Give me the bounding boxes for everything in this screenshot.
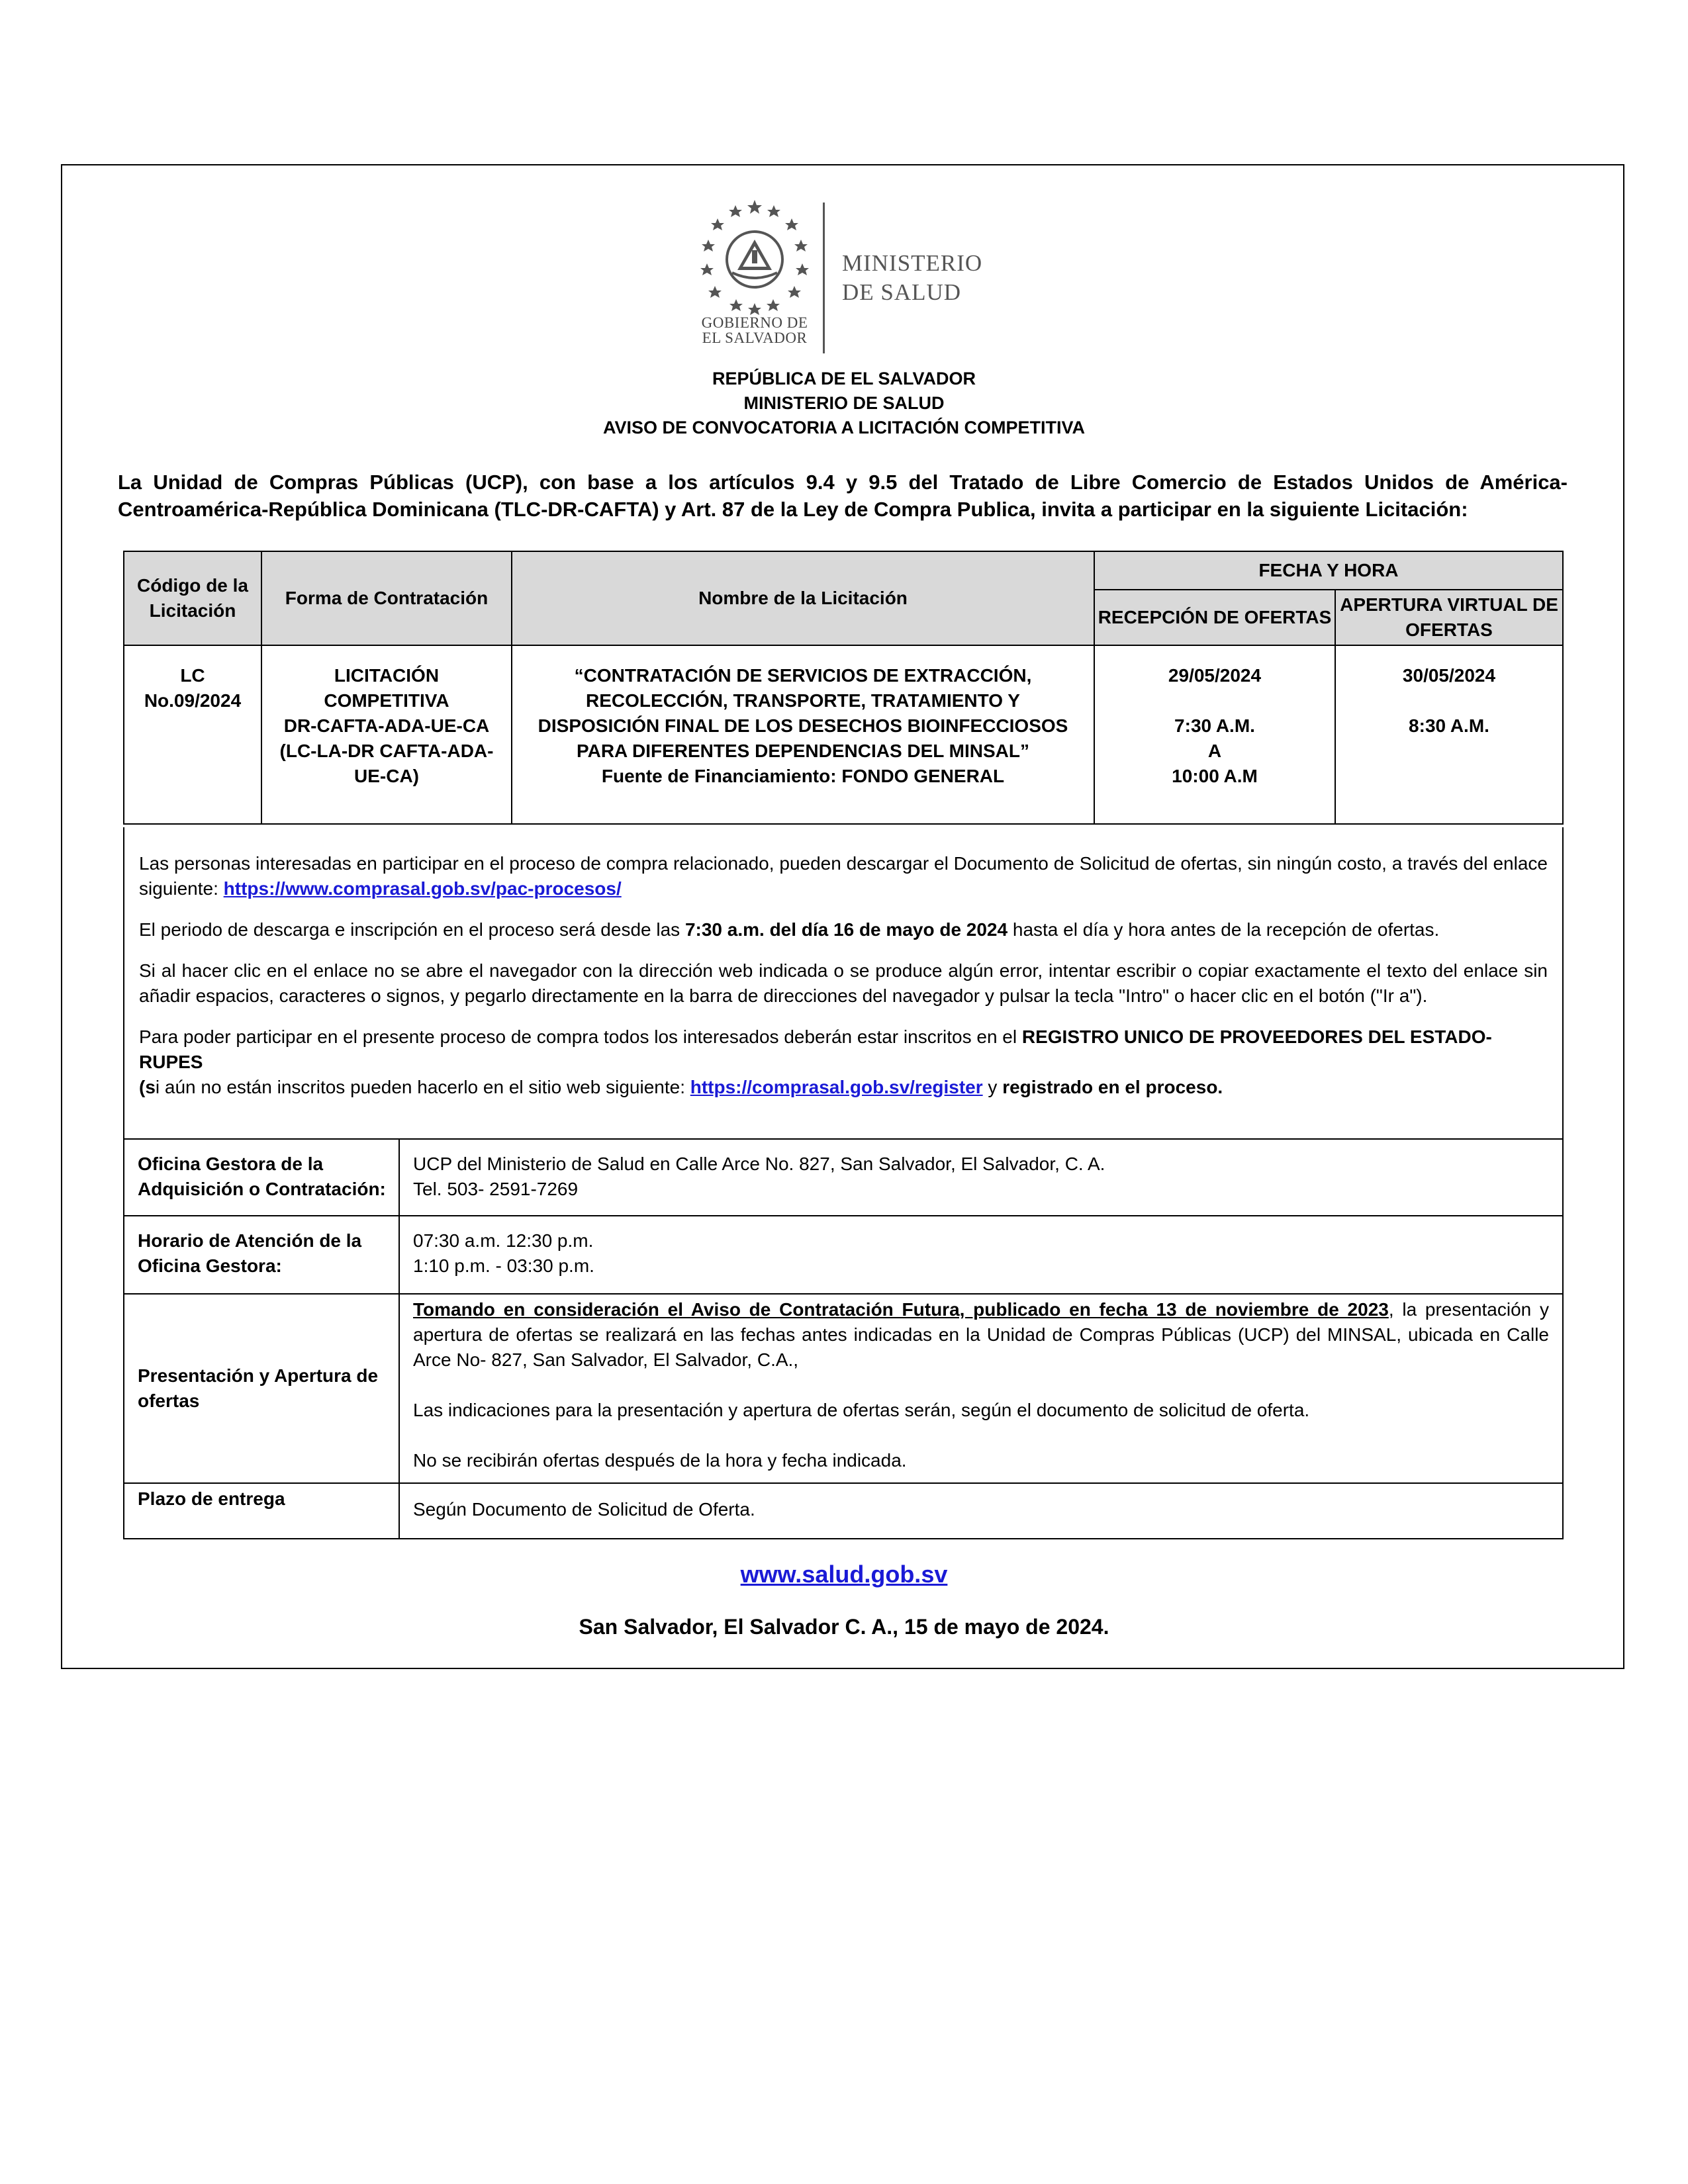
table-row [124, 645, 1563, 824]
oficina-label: Oficina Gestora de la Adquisición o Contratación: [124, 1139, 399, 1216]
nombre-line3: DISPOSICIÓN FINAL DE LOS DESECHOS BIOINFECCIOSOS [538, 715, 1068, 736]
pac-procesos-link[interactable]: https://www.comprasal.gob.sv/pac-procesos/ [223, 878, 622, 899]
recepcion-time-start: 7:30 A.M. [1174, 715, 1255, 736]
oficina-value [399, 1139, 1563, 1216]
rupes-period: . [1217, 1077, 1223, 1097]
website-footer [0, 1561, 1688, 1588]
apertura-time: 8:30 A.M. [1409, 715, 1489, 736]
horario-line1: 07:30 a.m. 12:30 p.m. [413, 1230, 594, 1251]
plazo-value: Según Documento de Solicitud de Oferta. [399, 1483, 1563, 1539]
gobierno-label [688, 315, 821, 345]
presentacion-rest: , la presentación y apertura de ofertas se realizará en las fechas antes indicadas en la Unidad de Compras Públicas (UCP) del MINSAL, ubicada en Calle Arce No- 827, San Salvador, El Salvador, C.A., [413, 1299, 1549, 1370]
rupes-text-a: Para poder participar en el presente proceso de compra todos los interesados deberán estar inscritos en el [139, 1026, 1022, 1047]
link-help-paragraph: Si al hacer clic en el enlace no se abre el navegador con la dirección web indicada o se produce algún error, intentar escribir o copiar exactamente el texto del enlace sin añadir espacios, caracteres o signos, y pegarlo directamente en la barra de direcciones del navegador y pulsar la tecla "Intro" o hacer clic en el botón ("Ir a"). [139, 960, 1548, 1006]
col-forma-header: Forma de Contratación [261, 551, 512, 645]
recepcion-a: A [1207, 741, 1222, 761]
col-nombre-header: Nombre de la Licitación [512, 551, 1094, 645]
recepcion-date: 29/05/2024 [1168, 665, 1262, 686]
horario-line2: 1:10 p.m. - 03:30 p.m. [413, 1255, 594, 1276]
download-paragraph [139, 851, 1548, 901]
rupes-text-c: i aún no están inscritos pueden hacerlo en el sitio web siguiente: [155, 1077, 690, 1097]
table-row [124, 1483, 1563, 1539]
oficina-line2: Tel. 503- 2591-7269 [413, 1179, 579, 1199]
rupes-paragraph [139, 1024, 1548, 1100]
recepcion-time-end: 10:00 A.M [1172, 766, 1258, 786]
ministry-logo [688, 199, 1006, 357]
download-text: Las personas interesadas en participar en el proceso de compra relacionado, pueden descargar el Documento de Solicitud de ofertas, sin ningún costo, a través del enlace siguiente: [139, 853, 1548, 899]
forma-line3: DR-CAFTA-ADA-UE-CA [283, 715, 490, 736]
header-line3: AVISO DE CONVOCATORIA A LICITACIÓN COMPETITIVA [602, 418, 1085, 437]
details-table [123, 1138, 1564, 1539]
presentacion-p1 [413, 1297, 1549, 1373]
date-line: San Salvador, El Salvador C. A., 15 de mayo de 2024. [579, 1615, 1109, 1639]
ministry-line1: MINISTERIO [842, 250, 983, 276]
horario-label: Horario de Atención de la Oficina Gestora: [124, 1216, 399, 1294]
cell-codigo [124, 645, 261, 824]
rupes-registered: registrado en el proceso [1002, 1077, 1218, 1097]
forma-line4: (LC-LA-DR CAFTA-ADA- [279, 741, 494, 761]
presentacion-p2: Las indicaciones para la presentación y apertura de ofertas serán, según el documento de solicitud de oferta. [413, 1400, 1310, 1420]
table-row [124, 1216, 1563, 1294]
rupes-registry-name: REGISTRO UNICO DE PROVEEDORES DEL ESTADO-RUPES [139, 1026, 1492, 1072]
codigo-line2: No.09/2024 [144, 690, 242, 711]
forma-line2: COMPETITIVA [324, 690, 449, 711]
ministry-line2: DE SALUD [842, 279, 962, 305]
table-row [124, 1294, 1563, 1483]
register-link[interactable]: https://comprasal.gob.sv/register [690, 1077, 983, 1097]
presentacion-label: Presentación y Apertura de ofertas [124, 1294, 399, 1483]
website-link[interactable]: www.salud.gob.sv [740, 1561, 948, 1588]
oficina-line1: UCP del Ministerio de Salud en Calle Arce No. 827, San Salvador, El Salvador, C. A. [413, 1154, 1105, 1174]
presentacion-value [399, 1294, 1563, 1483]
coat-of-arms-icon [688, 199, 821, 331]
period-paragraph [139, 917, 1548, 942]
rupes-paren: (s [139, 1077, 156, 1097]
plazo-label: Plazo de entrega [124, 1483, 399, 1539]
table-row [124, 1139, 1563, 1216]
cell-recepcion [1094, 645, 1335, 824]
rupes-text-d: y [982, 1077, 1003, 1097]
col-codigo-header: Código de la Licitación [124, 551, 261, 645]
col-fecha-hora-header: FECHA Y HORA [1094, 551, 1563, 590]
nombre-line2: RECOLECCIÓN, TRANSPORTE, TRATAMIENTO Y [586, 690, 1020, 711]
cell-apertura [1335, 645, 1563, 824]
codigo-line1: LC [180, 665, 205, 686]
gobierno-line1: GOBIERNO DE [701, 314, 808, 331]
header-line2: MINISTERIO DE SALUD [743, 393, 945, 413]
period-start-date: 7:30 a.m. del día 16 de mayo de 2024 [684, 919, 1008, 940]
cell-forma [261, 645, 512, 824]
apertura-date: 30/05/2024 [1402, 665, 1496, 686]
nombre-line1: “CONTRATACIÓN DE SERVICIOS DE EXTRACCIÓN, [574, 665, 1032, 686]
intro-paragraph: La Unidad de Compras Públicas (UCP), con base a los artículos 9.4 y 9.5 del Tratado de Libre Comercio de Estados Unidos de América-Centroamérica-República Dominicana (TLC-DR-CAFTA) y Art. 87 de la Ley de Compra Publica, invita a participar en la siguiente Licitación: [118, 471, 1568, 521]
ministry-name [842, 249, 982, 307]
col-recepcion-header: RECEPCIÓN DE OFERTAS [1094, 590, 1335, 645]
period-text-a: El periodo de descarga e inscripción en el proceso será desde las [139, 919, 685, 940]
presentacion-p3: No se recibirán ofertas después de la hora y fecha indicada. [413, 1450, 907, 1471]
tender-table [123, 551, 1564, 825]
forma-line5: UE-CA) [354, 766, 419, 786]
forma-line1: LICITACIÓN [334, 665, 440, 686]
period-text-b: hasta el día y hora antes de la recepción de ofertas. [1008, 919, 1440, 940]
nombre-line4: PARA DIFERENTES DEPENDENCIAS DEL MINSAL” [577, 741, 1029, 761]
info-block [123, 827, 1564, 1140]
cell-nombre [512, 645, 1094, 824]
header-line1: REPÚBLICA DE EL SALVADOR [712, 369, 976, 388]
nombre-line5: Fuente de Financiamiento: FONDO GENERAL [601, 766, 1005, 786]
gobierno-line2: EL SALVADOR [702, 330, 808, 346]
presentacion-underlined: Tomando en consideración el Aviso de Contratación Futura, publicado en fecha 13 de noviembre de 2023 [413, 1299, 1389, 1320]
col-apertura-header: APERTURA VIRTUAL DE OFERTAS [1335, 590, 1563, 645]
horario-value [399, 1216, 1563, 1294]
logo-divider [823, 203, 825, 353]
